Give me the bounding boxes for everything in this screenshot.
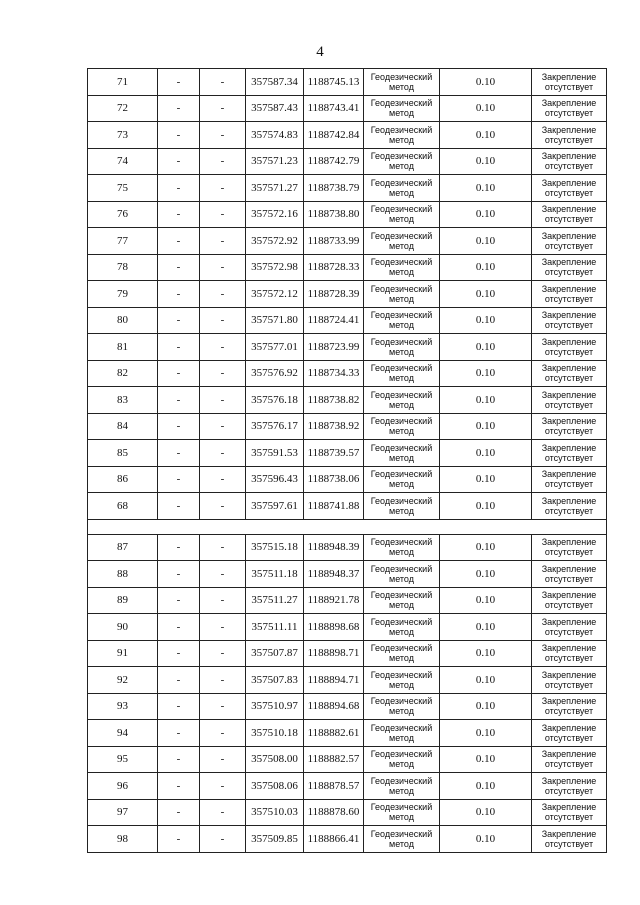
table-row — [88, 493, 607, 520]
dash-cell: - — [158, 440, 200, 467]
method-cell: Геодезический метод — [364, 826, 440, 853]
method-cell: Геодезический метод — [364, 122, 440, 149]
y-coordinate-cell: 1188878.57 — [304, 773, 364, 800]
point-number-cell: 93 — [88, 693, 158, 720]
method-cell: Геодезический метод — [364, 360, 440, 387]
point-number-cell: 73 — [88, 122, 158, 149]
dash-cell: - — [158, 640, 200, 667]
x-coordinate-cell: 357577.01 — [246, 334, 304, 361]
fixing-cell: Закрепление отсутствует — [532, 826, 607, 853]
fixing-cell: Закрепление отсутствует — [532, 587, 607, 614]
accuracy-cell: 0.10 — [440, 667, 532, 694]
accuracy-cell: 0.10 — [440, 69, 532, 96]
dash-cell: - — [200, 69, 246, 96]
point-number-cell: 79 — [88, 281, 158, 308]
point-number-cell: 78 — [88, 254, 158, 281]
accuracy-cell: 0.10 — [440, 254, 532, 281]
y-coordinate-cell: 1188921.78 — [304, 587, 364, 614]
y-coordinate-cell: 1188742.84 — [304, 122, 364, 149]
dash-cell: - — [158, 281, 200, 308]
fixing-cell: Закрепление отсутствует — [532, 799, 607, 826]
dash-cell: - — [158, 746, 200, 773]
method-cell: Геодезический метод — [364, 720, 440, 747]
dash-cell: - — [200, 413, 246, 440]
x-coordinate-cell: 357571.27 — [246, 175, 304, 202]
dash-cell: - — [200, 175, 246, 202]
dash-cell: - — [158, 826, 200, 853]
accuracy-cell: 0.10 — [440, 561, 532, 588]
y-coordinate-cell: 1188734.33 — [304, 360, 364, 387]
y-coordinate-cell: 1188738.92 — [304, 413, 364, 440]
accuracy-cell: 0.10 — [440, 614, 532, 641]
x-coordinate-cell: 357596.43 — [246, 466, 304, 493]
method-cell: Геодезический метод — [364, 307, 440, 334]
section-separator-row — [88, 519, 607, 534]
table-row — [88, 69, 607, 96]
dash-cell: - — [158, 387, 200, 414]
table-row — [88, 254, 607, 281]
point-number-cell: 83 — [88, 387, 158, 414]
accuracy-cell: 0.10 — [440, 587, 532, 614]
dash-cell: - — [200, 640, 246, 667]
method-cell: Геодезический метод — [364, 667, 440, 694]
dash-cell: - — [158, 334, 200, 361]
table-row — [88, 307, 607, 334]
dash-cell: - — [200, 773, 246, 800]
table-row — [88, 281, 607, 308]
table-row — [88, 587, 607, 614]
y-coordinate-cell: 1188948.37 — [304, 561, 364, 588]
fixing-cell: Закрепление отсутствует — [532, 746, 607, 773]
table-row — [88, 201, 607, 228]
y-coordinate-cell: 1188882.61 — [304, 720, 364, 747]
point-number-cell: 80 — [88, 307, 158, 334]
dash-cell: - — [158, 228, 200, 255]
point-number-cell: 72 — [88, 95, 158, 122]
dash-cell: - — [158, 720, 200, 747]
dash-cell: - — [158, 148, 200, 175]
point-number-cell: 68 — [88, 493, 158, 520]
x-coordinate-cell: 357587.34 — [246, 69, 304, 96]
x-coordinate-cell: 357572.12 — [246, 281, 304, 308]
method-cell: Геодезический метод — [364, 413, 440, 440]
x-coordinate-cell: 357572.16 — [246, 201, 304, 228]
x-coordinate-cell: 357576.17 — [246, 413, 304, 440]
x-coordinate-cell: 357587.43 — [246, 95, 304, 122]
table-row — [88, 561, 607, 588]
table-row — [88, 228, 607, 255]
method-cell: Геодезический метод — [364, 175, 440, 202]
accuracy-cell: 0.10 — [440, 466, 532, 493]
point-number-cell: 89 — [88, 587, 158, 614]
dash-cell: - — [200, 334, 246, 361]
table-row — [88, 175, 607, 202]
table-row — [88, 122, 607, 149]
page-number: 4 — [316, 44, 324, 60]
table-row — [88, 534, 607, 561]
y-coordinate-cell: 1188741.88 — [304, 493, 364, 520]
accuracy-cell: 0.10 — [440, 826, 532, 853]
y-coordinate-cell: 1188742.79 — [304, 148, 364, 175]
fixing-cell: Закрепление отсутствует — [532, 640, 607, 667]
accuracy-cell: 0.10 — [440, 122, 532, 149]
y-coordinate-cell: 1188898.68 — [304, 614, 364, 641]
dash-cell: - — [200, 122, 246, 149]
accuracy-cell: 0.10 — [440, 693, 532, 720]
fixing-cell: Закрепление отсутствует — [532, 387, 607, 414]
method-cell: Геодезический метод — [364, 466, 440, 493]
method-cell: Геодезический метод — [364, 493, 440, 520]
method-cell: Геодезический метод — [364, 534, 440, 561]
y-coordinate-cell: 1188743.41 — [304, 95, 364, 122]
fixing-cell: Закрепление отсутствует — [532, 201, 607, 228]
fixing-cell: Закрепление отсутствует — [532, 534, 607, 561]
x-coordinate-cell: 357571.23 — [246, 148, 304, 175]
fixing-cell: Закрепление отсутствует — [532, 720, 607, 747]
accuracy-cell: 0.10 — [440, 799, 532, 826]
table-row — [88, 360, 607, 387]
table-row — [88, 614, 607, 641]
method-cell: Геодезический метод — [364, 693, 440, 720]
accuracy-cell: 0.10 — [440, 746, 532, 773]
y-coordinate-cell: 1188733.99 — [304, 228, 364, 255]
dash-cell: - — [158, 587, 200, 614]
x-coordinate-cell: 357511.27 — [246, 587, 304, 614]
y-coordinate-cell: 1188738.79 — [304, 175, 364, 202]
point-number-cell: 95 — [88, 746, 158, 773]
table-row — [88, 693, 607, 720]
fixing-cell: Закрепление отсутствует — [532, 122, 607, 149]
accuracy-cell: 0.10 — [440, 720, 532, 747]
x-coordinate-cell: 357574.83 — [246, 122, 304, 149]
method-cell: Геодезический метод — [364, 148, 440, 175]
y-coordinate-cell: 1188948.39 — [304, 534, 364, 561]
dash-cell: - — [200, 534, 246, 561]
point-number-cell: 92 — [88, 667, 158, 694]
accuracy-cell: 0.10 — [440, 773, 532, 800]
x-coordinate-cell: 357507.83 — [246, 667, 304, 694]
accuracy-cell: 0.10 — [440, 228, 532, 255]
fixing-cell: Закрепление отсутствует — [532, 360, 607, 387]
y-coordinate-cell: 1188738.80 — [304, 201, 364, 228]
y-coordinate-cell: 1188882.57 — [304, 746, 364, 773]
dash-cell: - — [200, 201, 246, 228]
point-number-cell: 98 — [88, 826, 158, 853]
point-number-cell: 97 — [88, 799, 158, 826]
fixing-cell: Закрепление отсутствует — [532, 493, 607, 520]
accuracy-cell: 0.10 — [440, 334, 532, 361]
dash-cell: - — [158, 201, 200, 228]
accuracy-cell: 0.10 — [440, 201, 532, 228]
fixing-cell: Закрепление отсутствует — [532, 228, 607, 255]
fixing-cell: Закрепление отсутствует — [532, 281, 607, 308]
method-cell: Геодезический метод — [364, 281, 440, 308]
point-number-cell: 77 — [88, 228, 158, 255]
fixing-cell: Закрепление отсутствует — [532, 69, 607, 96]
x-coordinate-cell: 357597.61 — [246, 493, 304, 520]
method-cell: Геодезический метод — [364, 95, 440, 122]
x-coordinate-cell: 357508.06 — [246, 773, 304, 800]
accuracy-cell: 0.10 — [440, 95, 532, 122]
y-coordinate-cell: 1188728.33 — [304, 254, 364, 281]
fixing-cell: Закрепление отсутствует — [532, 693, 607, 720]
y-coordinate-cell: 1188745.13 — [304, 69, 364, 96]
fixing-cell: Закрепление отсутствует — [532, 307, 607, 334]
point-number-cell: 90 — [88, 614, 158, 641]
dash-cell: - — [200, 799, 246, 826]
dash-cell: - — [158, 413, 200, 440]
fixing-cell: Закрепление отсутствует — [532, 148, 607, 175]
dash-cell: - — [200, 561, 246, 588]
dash-cell: - — [200, 466, 246, 493]
x-coordinate-cell: 357572.92 — [246, 228, 304, 255]
method-cell: Геодезический метод — [364, 746, 440, 773]
dash-cell: - — [158, 466, 200, 493]
accuracy-cell: 0.10 — [440, 493, 532, 520]
point-number-cell: 84 — [88, 413, 158, 440]
dash-cell: - — [200, 440, 246, 467]
point-number-cell: 74 — [88, 148, 158, 175]
method-cell: Геодезический метод — [364, 440, 440, 467]
point-number-cell: 88 — [88, 561, 158, 588]
point-number-cell: 91 — [88, 640, 158, 667]
point-number-cell: 85 — [88, 440, 158, 467]
y-coordinate-cell: 1188866.41 — [304, 826, 364, 853]
accuracy-cell: 0.10 — [440, 534, 532, 561]
dash-cell: - — [158, 360, 200, 387]
dash-cell: - — [200, 95, 246, 122]
method-cell: Геодезический метод — [364, 387, 440, 414]
dash-cell: - — [200, 826, 246, 853]
accuracy-cell: 0.10 — [440, 360, 532, 387]
point-number-cell: 82 — [88, 360, 158, 387]
table-row — [88, 667, 607, 694]
y-coordinate-cell: 1188878.60 — [304, 799, 364, 826]
point-number-cell: 96 — [88, 773, 158, 800]
dash-cell: - — [158, 693, 200, 720]
fixing-cell: Закрепление отсутствует — [532, 334, 607, 361]
x-coordinate-cell: 357508.00 — [246, 746, 304, 773]
dash-cell: - — [200, 493, 246, 520]
x-coordinate-cell: 357572.98 — [246, 254, 304, 281]
method-cell: Геодезический метод — [364, 201, 440, 228]
coordinates-table — [87, 68, 607, 853]
fixing-cell: Закрепление отсутствует — [532, 561, 607, 588]
separator-cell — [88, 519, 607, 534]
accuracy-cell: 0.10 — [440, 281, 532, 308]
x-coordinate-cell: 357576.18 — [246, 387, 304, 414]
table-row — [88, 773, 607, 800]
table-row — [88, 387, 607, 414]
dash-cell: - — [158, 799, 200, 826]
table-row — [88, 799, 607, 826]
accuracy-cell: 0.10 — [440, 307, 532, 334]
method-cell: Геодезический метод — [364, 228, 440, 255]
x-coordinate-cell: 357511.18 — [246, 561, 304, 588]
fixing-cell: Закрепление отсутствует — [532, 667, 607, 694]
table-row — [88, 826, 607, 853]
accuracy-cell: 0.10 — [440, 640, 532, 667]
fixing-cell: Закрепление отсутствует — [532, 440, 607, 467]
dash-cell: - — [158, 122, 200, 149]
method-cell: Геодезический метод — [364, 69, 440, 96]
dash-cell: - — [200, 307, 246, 334]
x-coordinate-cell: 357571.80 — [246, 307, 304, 334]
fixing-cell: Закрепление отсутствует — [532, 466, 607, 493]
dash-cell: - — [158, 614, 200, 641]
x-coordinate-cell: 357510.97 — [246, 693, 304, 720]
table-body — [88, 69, 607, 853]
accuracy-cell: 0.10 — [440, 413, 532, 440]
method-cell: Геодезический метод — [364, 587, 440, 614]
x-coordinate-cell: 357576.92 — [246, 360, 304, 387]
accuracy-cell: 0.10 — [440, 387, 532, 414]
x-coordinate-cell: 357510.18 — [246, 720, 304, 747]
dash-cell: - — [158, 561, 200, 588]
method-cell: Геодезический метод — [364, 334, 440, 361]
y-coordinate-cell: 1188723.99 — [304, 334, 364, 361]
dash-cell: - — [200, 148, 246, 175]
y-coordinate-cell: 1188894.71 — [304, 667, 364, 694]
dash-cell: - — [200, 360, 246, 387]
dash-cell: - — [200, 614, 246, 641]
point-number-cell: 76 — [88, 201, 158, 228]
x-coordinate-cell: 357509.85 — [246, 826, 304, 853]
table-row — [88, 334, 607, 361]
y-coordinate-cell: 1188738.06 — [304, 466, 364, 493]
fixing-cell: Закрепление отсутствует — [532, 413, 607, 440]
dash-cell: - — [200, 587, 246, 614]
y-coordinate-cell: 1188739.57 — [304, 440, 364, 467]
dash-cell: - — [200, 746, 246, 773]
table-row — [88, 720, 607, 747]
dash-cell: - — [200, 667, 246, 694]
dash-cell: - — [158, 493, 200, 520]
y-coordinate-cell: 1188738.82 — [304, 387, 364, 414]
dash-cell: - — [158, 534, 200, 561]
x-coordinate-cell: 357507.87 — [246, 640, 304, 667]
method-cell: Геодезический метод — [364, 773, 440, 800]
table-row — [88, 746, 607, 773]
accuracy-cell: 0.10 — [440, 440, 532, 467]
dash-cell: - — [200, 281, 246, 308]
y-coordinate-cell: 1188894.68 — [304, 693, 364, 720]
point-number-cell: 87 — [88, 534, 158, 561]
dash-cell: - — [158, 95, 200, 122]
table-row — [88, 440, 607, 467]
table-row — [88, 413, 607, 440]
dash-cell: - — [200, 228, 246, 255]
accuracy-cell: 0.10 — [440, 148, 532, 175]
x-coordinate-cell: 357510.03 — [246, 799, 304, 826]
x-coordinate-cell: 357515.18 — [246, 534, 304, 561]
method-cell: Геодезический метод — [364, 799, 440, 826]
dash-cell: - — [200, 254, 246, 281]
accuracy-cell: 0.10 — [440, 175, 532, 202]
method-cell: Геодезический метод — [364, 614, 440, 641]
fixing-cell: Закрепление отсутствует — [532, 773, 607, 800]
dash-cell: - — [200, 387, 246, 414]
table-row — [88, 466, 607, 493]
y-coordinate-cell: 1188724.41 — [304, 307, 364, 334]
point-number-cell: 75 — [88, 175, 158, 202]
table-row — [88, 640, 607, 667]
point-number-cell: 81 — [88, 334, 158, 361]
fixing-cell: Закрепление отсутствует — [532, 95, 607, 122]
dash-cell: - — [158, 773, 200, 800]
dash-cell: - — [158, 254, 200, 281]
dash-cell: - — [158, 69, 200, 96]
method-cell: Геодезический метод — [364, 640, 440, 667]
table-row — [88, 148, 607, 175]
method-cell: Геодезический метод — [364, 561, 440, 588]
fixing-cell: Закрепление отсутствует — [532, 175, 607, 202]
point-number-cell: 71 — [88, 69, 158, 96]
y-coordinate-cell: 1188728.39 — [304, 281, 364, 308]
point-number-cell: 94 — [88, 720, 158, 747]
fixing-cell: Закрепление отсутствует — [532, 614, 607, 641]
fixing-cell: Закрепление отсутствует — [532, 254, 607, 281]
point-number-cell: 86 — [88, 466, 158, 493]
table-row — [88, 95, 607, 122]
y-coordinate-cell: 1188898.71 — [304, 640, 364, 667]
dash-cell: - — [200, 720, 246, 747]
dash-cell: - — [158, 667, 200, 694]
method-cell: Геодезический метод — [364, 254, 440, 281]
dash-cell: - — [158, 307, 200, 334]
dash-cell: - — [158, 175, 200, 202]
x-coordinate-cell: 357511.11 — [246, 614, 304, 641]
x-coordinate-cell: 357591.53 — [246, 440, 304, 467]
dash-cell: - — [200, 693, 246, 720]
